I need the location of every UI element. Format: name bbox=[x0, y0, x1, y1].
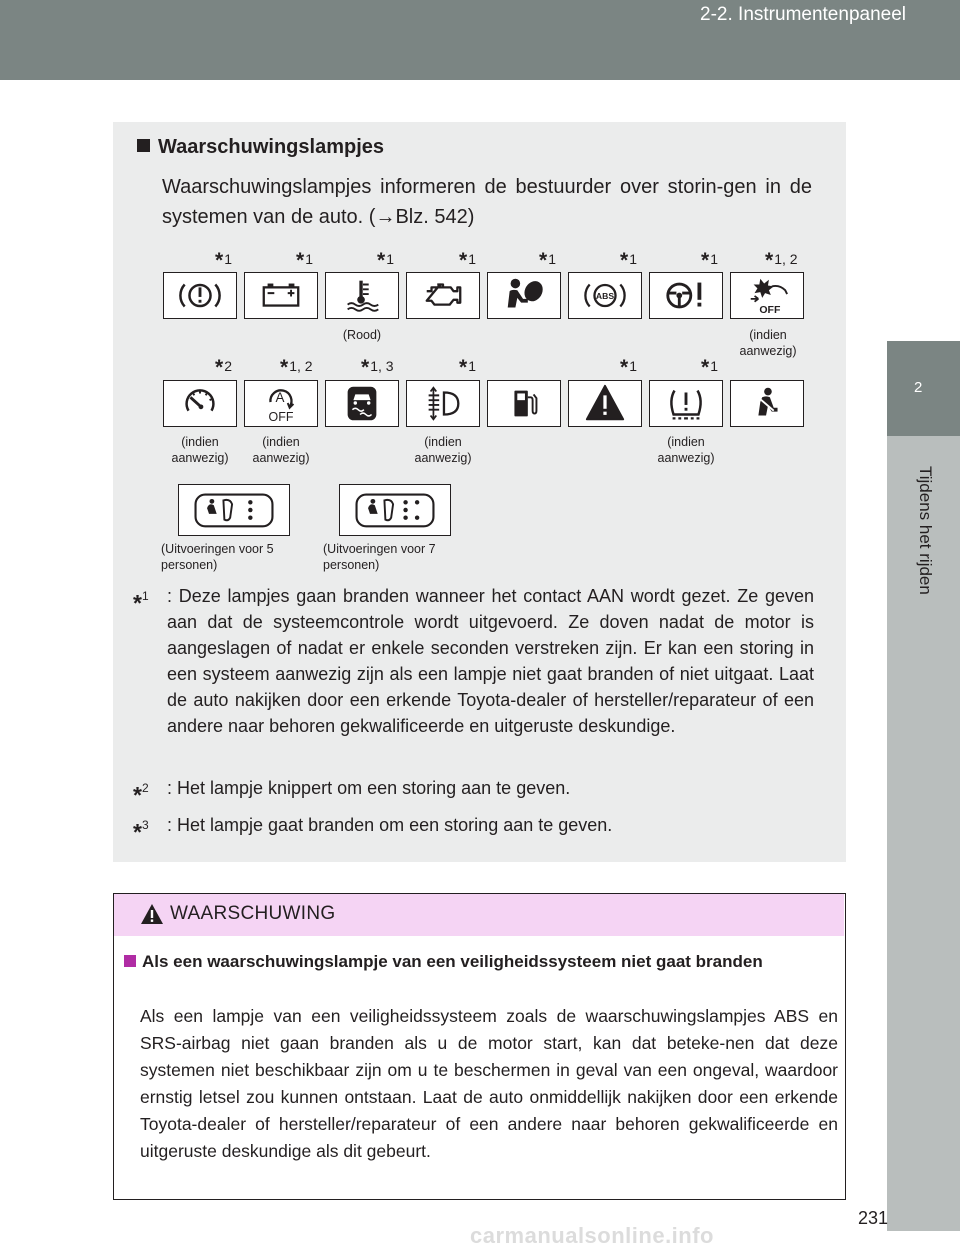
low-fuel-icon bbox=[487, 380, 561, 427]
footnote-mark: *1 bbox=[620, 356, 637, 379]
warning-title: WAARSCHUWING bbox=[170, 903, 336, 924]
lamp-caption: (indien aanwezig) bbox=[414, 435, 472, 465]
lamp-caption: (Uitvoeringen voor 7 personen) bbox=[323, 542, 436, 572]
svg-text:OFF: OFF bbox=[759, 304, 781, 317]
footnote-mark: *1, 3 bbox=[361, 356, 394, 379]
brake-warning-icon bbox=[163, 272, 237, 319]
page-number: 231 bbox=[857, 1208, 888, 1228]
rear-seatbelt-5-icon bbox=[178, 484, 290, 536]
header-bar bbox=[0, 0, 960, 80]
footnote-mark: *1 bbox=[620, 249, 637, 272]
chapter-label: Tijdens het rijden bbox=[916, 466, 935, 595]
master-warning-icon bbox=[568, 380, 642, 427]
heading-text: Waarschuwingslampjes bbox=[158, 136, 384, 158]
warning-body: Als een lampje van een veiligheidssysteem zoals de waarschuwingslampjes ABS en SRS-airbag niet gaan branden als u de motor start, kan dat beteke-nen dat deze systemen niet beschikbaar zijn om u te beschermen in geval van een ongeval, waardoor ernstig letsel zou kunnen ontstaan. Laat de auto onmiddellijk nakijken door een erkende Toyota-dealer of hersteller/reparateur of een andere naar behoren gekwalificeerde en uitgeruste deskundige als dit gebeurt. bbox=[140, 1006, 838, 1161]
warning-lights-box: Waarschuwingslampjes Waarschuwingslampjes informeren de bestuurder over storin-gen in de systemen van de auto. (→Blz. 542) *1 *1 *1 *1 *1 *1 *1 *1, 2 ABS OFF (Rood) (indien aanwezig) *2 *1, 2 *1, 3 *1 *1 *1 A OFF (indien aanwezig) (indien aanwezig) (indien aanwezig) (indien aanwezig) (Uitvoeringen voor 5 personen) (Uitvoeringen voor 7 personen) *$^1$ : Deze lampjes gaan branden wanneer het contact AAN wordt gezet. Ze geven aan dat de systeemcontrole wordt uitgevoerd. Ze doven nadat de motor is aangeslagen of nadat er enkele seconden verstreken zijn. Er kan een storing in een systeem aanwezig zijn als een lampje niet gaat branden of niet uitgaat. Laat de auto nakijken door een erkende Toyota-dealer of hersteller/reparateur of een andere naar behoren gekwalificeerde en uitgeruste deskundige. *$^2$ : Het lampje knippert om een storing aan te geven. *$^3$ : Het lampje gaat branden om een storing aan te geven. bbox=[113, 122, 846, 862]
svg-text:A: A bbox=[275, 390, 285, 406]
warning-header bbox=[114, 894, 844, 936]
auto-start-stop-off-icon bbox=[244, 380, 318, 427]
chapter-tab bbox=[887, 341, 960, 436]
footnote-2-text: : Het lampje knippert om een storing aan te geven. bbox=[167, 778, 571, 798]
srs-airbag-icon bbox=[487, 272, 561, 319]
speedometer-warning-icon bbox=[163, 380, 237, 427]
svg-text:ABS: ABS bbox=[595, 290, 615, 301]
lamp-caption: (indien aanwezig) bbox=[739, 328, 797, 358]
warning-subtitle: Als een waarschuwingslampje van een veiligheidssysteem niet gaat branden bbox=[124, 949, 824, 974]
warning-box bbox=[113, 893, 846, 1200]
chapter-number: 2 bbox=[914, 379, 923, 396]
coolant-temperature-icon bbox=[325, 272, 399, 319]
battery-charge-icon bbox=[244, 272, 318, 319]
footnote-mark: *1 bbox=[701, 356, 718, 379]
watermark: carmanualsonline.info bbox=[470, 1223, 714, 1248]
footnote-mark: *1 bbox=[701, 249, 718, 272]
pre-crash-off-icon bbox=[730, 272, 804, 319]
heading-bullet-icon bbox=[137, 139, 150, 152]
footnote-mark: *1 bbox=[215, 249, 232, 272]
box-heading bbox=[137, 136, 384, 159]
lamp-caption: (indien aanwezig) bbox=[171, 435, 229, 465]
seatbelt-reminder-icon bbox=[730, 380, 804, 427]
chapter-strip bbox=[887, 436, 960, 1231]
section-title: 2-2. Instrumentenpaneel bbox=[700, 4, 906, 25]
lamp-caption: (indien aanwezig) bbox=[252, 435, 310, 465]
footnote-mark: *1 bbox=[296, 249, 313, 272]
footnote-mark: *1 bbox=[459, 249, 476, 272]
lamp-caption: (Uitvoeringen voor 5 personen) bbox=[161, 542, 274, 572]
subtitle-bullet-icon bbox=[124, 955, 136, 967]
footnote-mark: *1, 2 bbox=[280, 356, 313, 379]
slip-indicator-icon bbox=[325, 380, 399, 427]
footnote-3-text: : Het lampje gaat branden om een storing aan te geven. bbox=[167, 815, 613, 835]
footnote-mark: *1, 2 bbox=[765, 249, 798, 272]
footnote-1-text: : Deze lampjes gaan branden wanneer het contact AAN wordt gezet. Ze geven aan dat de systeemcontrole wordt uitgevoerd. Ze doven nadat de motor is aangeslagen of nadat er enkele seconden verstreken zijn. Er kan een storing in een systeem aanwezig zijn als een lampje niet gaat branden of niet uitgaat. Laat de auto nakijken door een erkende Toyota-dealer of hersteller/reparateur of een andere naar behoren gekwalificeerde en uitgeruste deskundige. bbox=[167, 586, 814, 736]
footnote-mark: *1 bbox=[459, 356, 476, 379]
power-steering-warning-icon bbox=[649, 272, 723, 319]
footnote-mark: *2 bbox=[215, 356, 232, 379]
lamp-caption: (indien aanwezig) bbox=[657, 435, 715, 465]
check-engine-icon bbox=[406, 272, 480, 319]
warning-triangle-icon bbox=[140, 903, 164, 925]
intro-paragraph: Waarschuwingslampjes informeren de bestuurder over storin-gen in de systemen van de auto. (→Blz. 542) bbox=[162, 176, 812, 228]
lamp-caption: (Rood) bbox=[342, 328, 382, 342]
abs-warning-icon bbox=[568, 272, 642, 319]
headlight-leveling-icon bbox=[406, 380, 480, 427]
svg-text:OFF: OFF bbox=[268, 410, 294, 425]
tire-pressure-warning-icon bbox=[649, 380, 723, 427]
footnote-mark: *1 bbox=[539, 249, 556, 272]
rear-seatbelt-7-icon bbox=[339, 484, 451, 536]
footnote-mark: *1 bbox=[377, 249, 394, 272]
